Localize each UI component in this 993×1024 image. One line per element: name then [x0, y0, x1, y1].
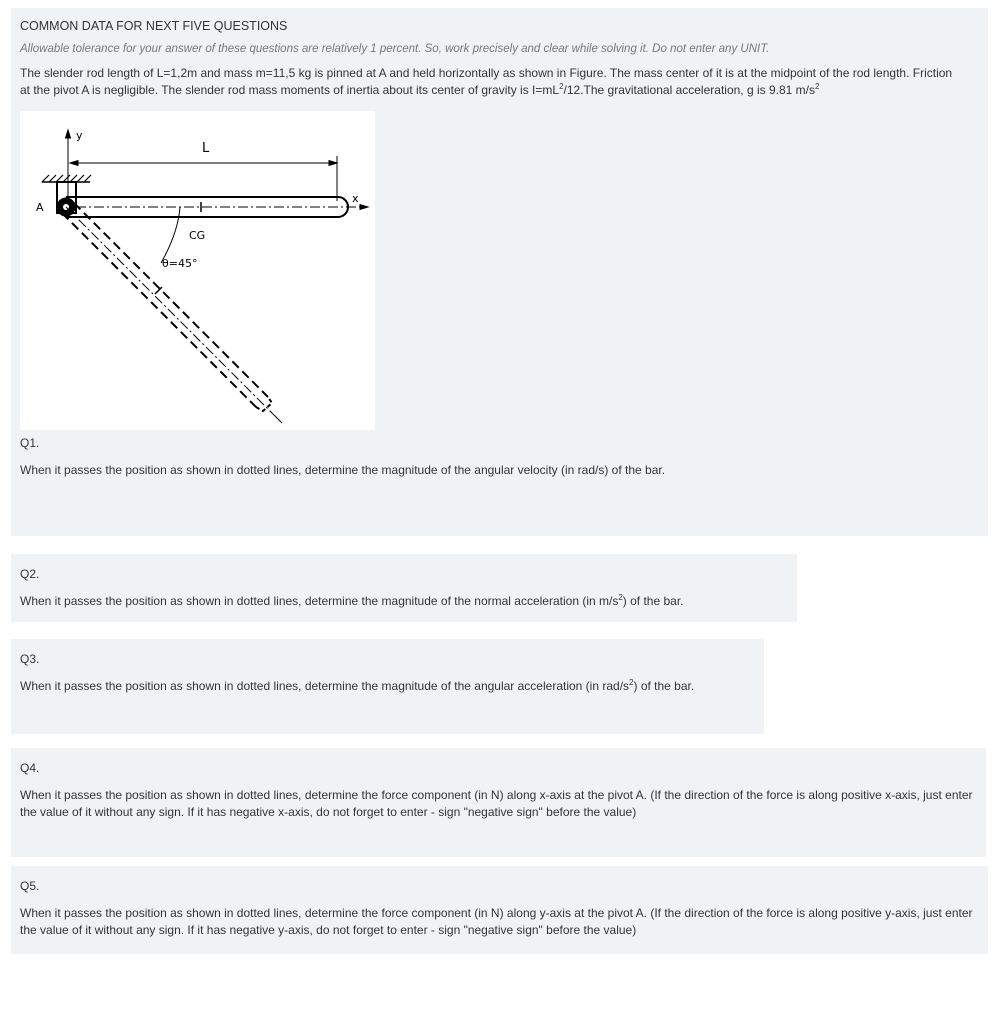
q1-text: When it passes the position as shown in dotted lines, determine the magnitude of the angular velocity (in rad/s) of the bar. — [20, 463, 666, 477]
problem-description — [20, 65, 965, 99]
label-y: y — [76, 129, 83, 142]
x-axis-arrow — [360, 205, 368, 210]
label-theta: θ=45° — [162, 257, 198, 270]
q3-text-before: When it passes the position as shown in dotted lines, determine the magnitude of the angular acceleration (in rad/s — [20, 679, 630, 693]
q2-text-after: ) of the bar. — [622, 594, 684, 608]
y-axis-arrow — [66, 130, 71, 138]
description-tail: /12.The gravitational acceleration, g is 9.81 m/s — [563, 83, 815, 97]
wall-hatching — [42, 175, 91, 182]
angle-arc — [161, 207, 180, 263]
q4-text: When it passes the position as shown in dotted lines, determine the force component (in N) along x-axis at the pivot A. (If the direction of the force is along positive x-axis, just enter the value of it without any sign. If it has negative x-axis, do not forget to enter - sign "negative sign" before the value) — [20, 788, 973, 819]
q3-text-after: ) of the bar. — [633, 679, 695, 693]
common-data-title: COMMON DATA FOR NEXT FIVE QUESTIONS — [20, 19, 288, 33]
dimension-arrow-right — [329, 161, 337, 166]
q2-text — [20, 593, 788, 610]
rotated-rod-edge-2 — [74, 203, 268, 397]
q5-text: When it passes the position as shown in dotted lines, determine the force component (in N) along y-axis at the pivot A. (If the direction of the force is along positive y-axis, just enter the value of it without any sign. If it has negative y-axis, do not forget to enter - sign "negative sign" before the value) — [20, 906, 973, 937]
label-x: x — [352, 192, 359, 205]
rotated-rod-edge-1 — [62, 213, 256, 407]
q3-text — [20, 678, 755, 695]
common-data-panel — [11, 8, 988, 536]
tolerance-note: Allowable tolerance for your answer of these questions are relatively 1 percent. So, work precisely and clear while solving it. Do not enter any UNIT. — [20, 43, 770, 55]
rod-diagram — [20, 111, 375, 430]
description-sup: 2 — [559, 82, 564, 91]
q2-sup: 2 — [618, 593, 623, 602]
rod-figure — [20, 111, 375, 430]
q3-number: Q3. — [20, 652, 40, 666]
description-unit-sup: 2 — [814, 82, 820, 91]
label-cg: CG — [189, 229, 206, 242]
question-2-panel — [11, 554, 797, 622]
rotated-axis-extension — [272, 413, 282, 423]
q1-number: Q1. — [20, 436, 40, 450]
question-3-panel — [11, 639, 764, 734]
label-a: A — [36, 201, 44, 214]
q4-number: Q4. — [20, 761, 40, 775]
label-length: L — [202, 141, 210, 156]
q2-number: Q2. — [20, 567, 40, 581]
question-5-panel — [11, 866, 988, 954]
q3-sup: 2 — [629, 678, 634, 687]
question-4-panel — [11, 748, 986, 857]
dimension-arrow-left — [70, 161, 78, 166]
description-main: The slender rod length of L=1,2m and mass m=11,5 kg is pinned at A and held horizontally as shown in Figure. The mass center of it is at the midpoint of the rod length. Friction at the pivot A is negligible. The slender rod mass moments of inertia about its center of gravity is I=mL — [20, 66, 953, 97]
rotated-rod-centerline — [66, 207, 272, 413]
q2-text-before: When it passes the position as shown in dotted lines, determine the magnitude of the normal acceleration (in m/s — [20, 594, 619, 608]
q5-number: Q5. — [20, 879, 40, 893]
